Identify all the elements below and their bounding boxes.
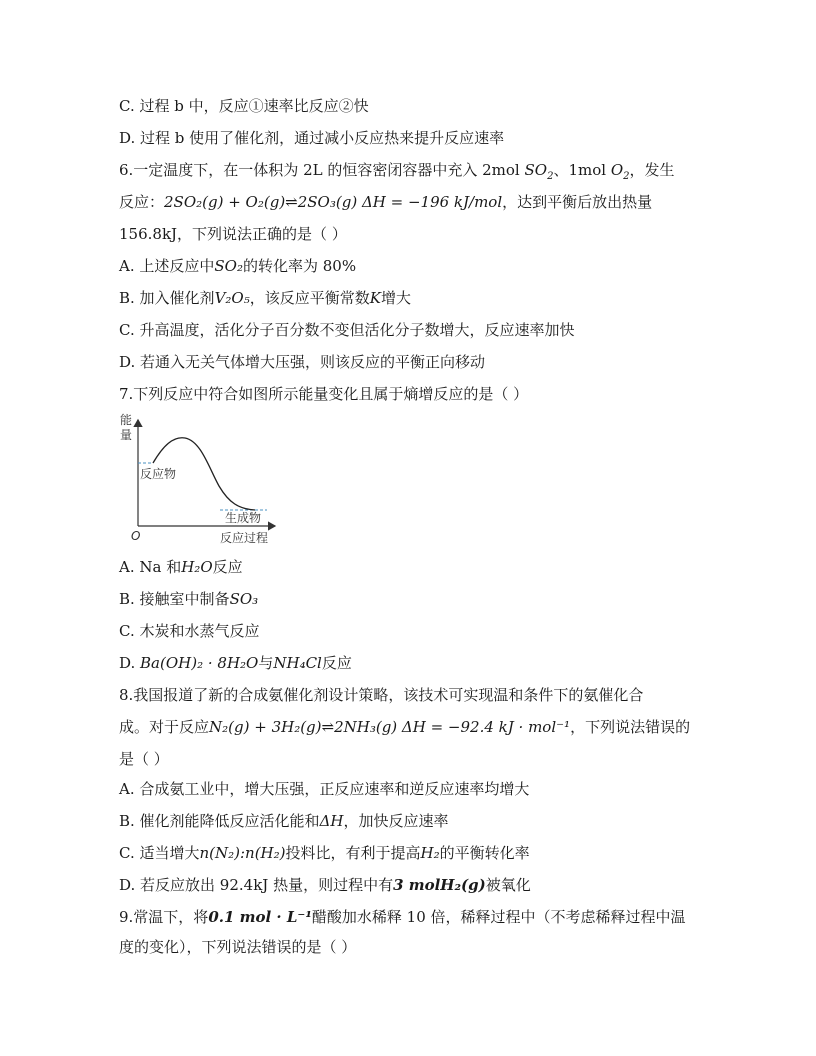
q8-option-c — [119, 843, 530, 863]
origin-label: O — [131, 529, 141, 543]
q6-option-d: D. 若通入无关气体增大压强，则该反应的平衡正向移动 — [119, 353, 486, 371]
q8c-ratio: n(N₂):n(H₂) — [199, 844, 286, 862]
option-d-q5: D. 过程 b 使用了催化剂，通过减小反应热来提升反应速率 — [119, 129, 505, 147]
q8-equation: N₂(g) + 3H₂(g)⇌2NH₃(g) ΔH = −92.4 kJ · mol⁻¹ — [209, 718, 571, 736]
q8c-mid: 投料比，有利于提高 — [285, 844, 421, 862]
q6-text-after-eq: ，达到平衡后放出热量 — [502, 193, 653, 211]
q8d-h2: 3 molH₂(g) — [393, 876, 486, 894]
q6-so2: $SO_2$ — [524, 161, 554, 182]
q8b-dh: ΔH — [319, 812, 344, 830]
question-9-line-2: 度的变化），下列说法错误的是（ ） — [119, 938, 357, 956]
question-8-line-2 — [119, 717, 690, 737]
q6-reaction-label: 反应： — [119, 193, 165, 211]
q7d-pre: D. — [119, 654, 141, 672]
q7a-post: 反应 — [212, 558, 243, 576]
question-8-line-3: 是（ ） — [119, 750, 169, 768]
q7-option-c: C. 木炭和水蒸气反应 — [119, 622, 260, 640]
q7d-mid: 与 — [258, 654, 274, 672]
q8-option-d — [119, 875, 531, 895]
q7a-pre: A. Na 和 — [119, 558, 182, 576]
q6-option-a — [119, 256, 356, 276]
y-label-top: 能 — [120, 413, 133, 427]
q8c-post: 的平衡转化率 — [439, 844, 530, 862]
y-label-bottom: 量 — [120, 428, 133, 442]
question-7: 7.下列反应中符合如图所示能量变化且属于熵增反应的是（ ） — [119, 385, 529, 403]
q8-option-a: A. 合成氨工业中，增大压强，正反应速率和逆反应速率均增大 — [119, 780, 530, 798]
q6-text-end: ，发生 — [629, 161, 675, 179]
q6-equation: 2SO₂(g) + O₂(g)⇌2SO₃(g) ΔH = −196 kJ/mol — [164, 193, 503, 211]
q8d-post: 被氧化 — [485, 876, 531, 894]
q7b-so3: SO₃ — [229, 590, 259, 608]
question-6-line-3: 156.8kJ，下列说法正确的是（ ） — [119, 225, 347, 243]
q8-pre: 成。对于反应 — [119, 718, 210, 736]
q8c-h2: H₂ — [420, 844, 440, 862]
q8c-pre: C. 适当增大 — [119, 844, 200, 862]
q8b-pre: B. 催化剂能降低反应活化能和 — [119, 812, 320, 830]
q7b-pre: B. 接触室中制备 — [119, 590, 230, 608]
q7-option-d — [119, 653, 352, 673]
x-axis-label: 反应过程 — [220, 531, 269, 545]
product-label: 生成物 — [225, 511, 262, 525]
q8-option-b — [119, 811, 449, 831]
q7-option-b — [119, 589, 258, 609]
question-8-line-1: 8.我国报道了新的合成氨催化剂设计策略，该技术可实现温和条件下的氨催化合 — [119, 686, 644, 704]
q9-pre: 9.常温下，将 — [119, 908, 209, 926]
q8d-pre: D. 若反应放出 92.4kJ 热量，则过程中有 — [119, 876, 394, 894]
question-6-line-2 — [119, 192, 652, 212]
q6a-post: 的转化率为 80% — [242, 257, 357, 275]
q7d-nh4cl: NH₄Cl — [273, 654, 322, 672]
q6-option-c: C. 升高温度，活化分子百分数不变但活化分子数增大，反应速率加快 — [119, 321, 575, 339]
energy-diagram — [115, 408, 285, 548]
q9-post: 醋酸加水稀释 10 倍，稀释过程中（不考虑稀释过程中温 — [311, 908, 686, 926]
q6-text: 6.一定温度下，在一体积为 2L 的恒容密闭容器中充入 2mol — [119, 161, 525, 179]
q6a-so2: SO₂ — [214, 257, 243, 275]
q6-option-b — [119, 288, 411, 308]
question-9-line-1 — [119, 907, 686, 927]
q8-post: ，下列说法错误的 — [570, 718, 691, 736]
q7a-h2o: H₂O — [181, 558, 213, 576]
q6a-pre: A. 上述反应中 — [119, 257, 215, 275]
q7d-post: 反应 — [321, 654, 352, 672]
q6b-v2o5: V₂O₅ — [214, 289, 250, 307]
q8b-post: ，加快反应速率 — [343, 812, 449, 830]
option-c-q5: C. 过程 b 中，反应①速率比反应②快 — [119, 97, 369, 115]
q6b-mid: ，该反应平衡常数 — [249, 289, 370, 307]
q7d-baoh2: Ba(OH)₂ · 8H₂O — [140, 654, 259, 672]
q9-conc: 0.1 mol · L⁻¹ — [208, 908, 312, 926]
q6-o2: $O_2$ — [610, 161, 630, 182]
q6b-pre: B. 加入催化剂 — [119, 289, 215, 307]
q6b-k: K — [369, 289, 381, 307]
q6-text-mid: 、1mol — [553, 161, 611, 179]
q7-option-a — [119, 557, 243, 577]
reactant-label: 反应物 — [140, 467, 177, 481]
q6b-post: 增大 — [380, 289, 411, 307]
question-6-line-1 — [119, 160, 675, 180]
